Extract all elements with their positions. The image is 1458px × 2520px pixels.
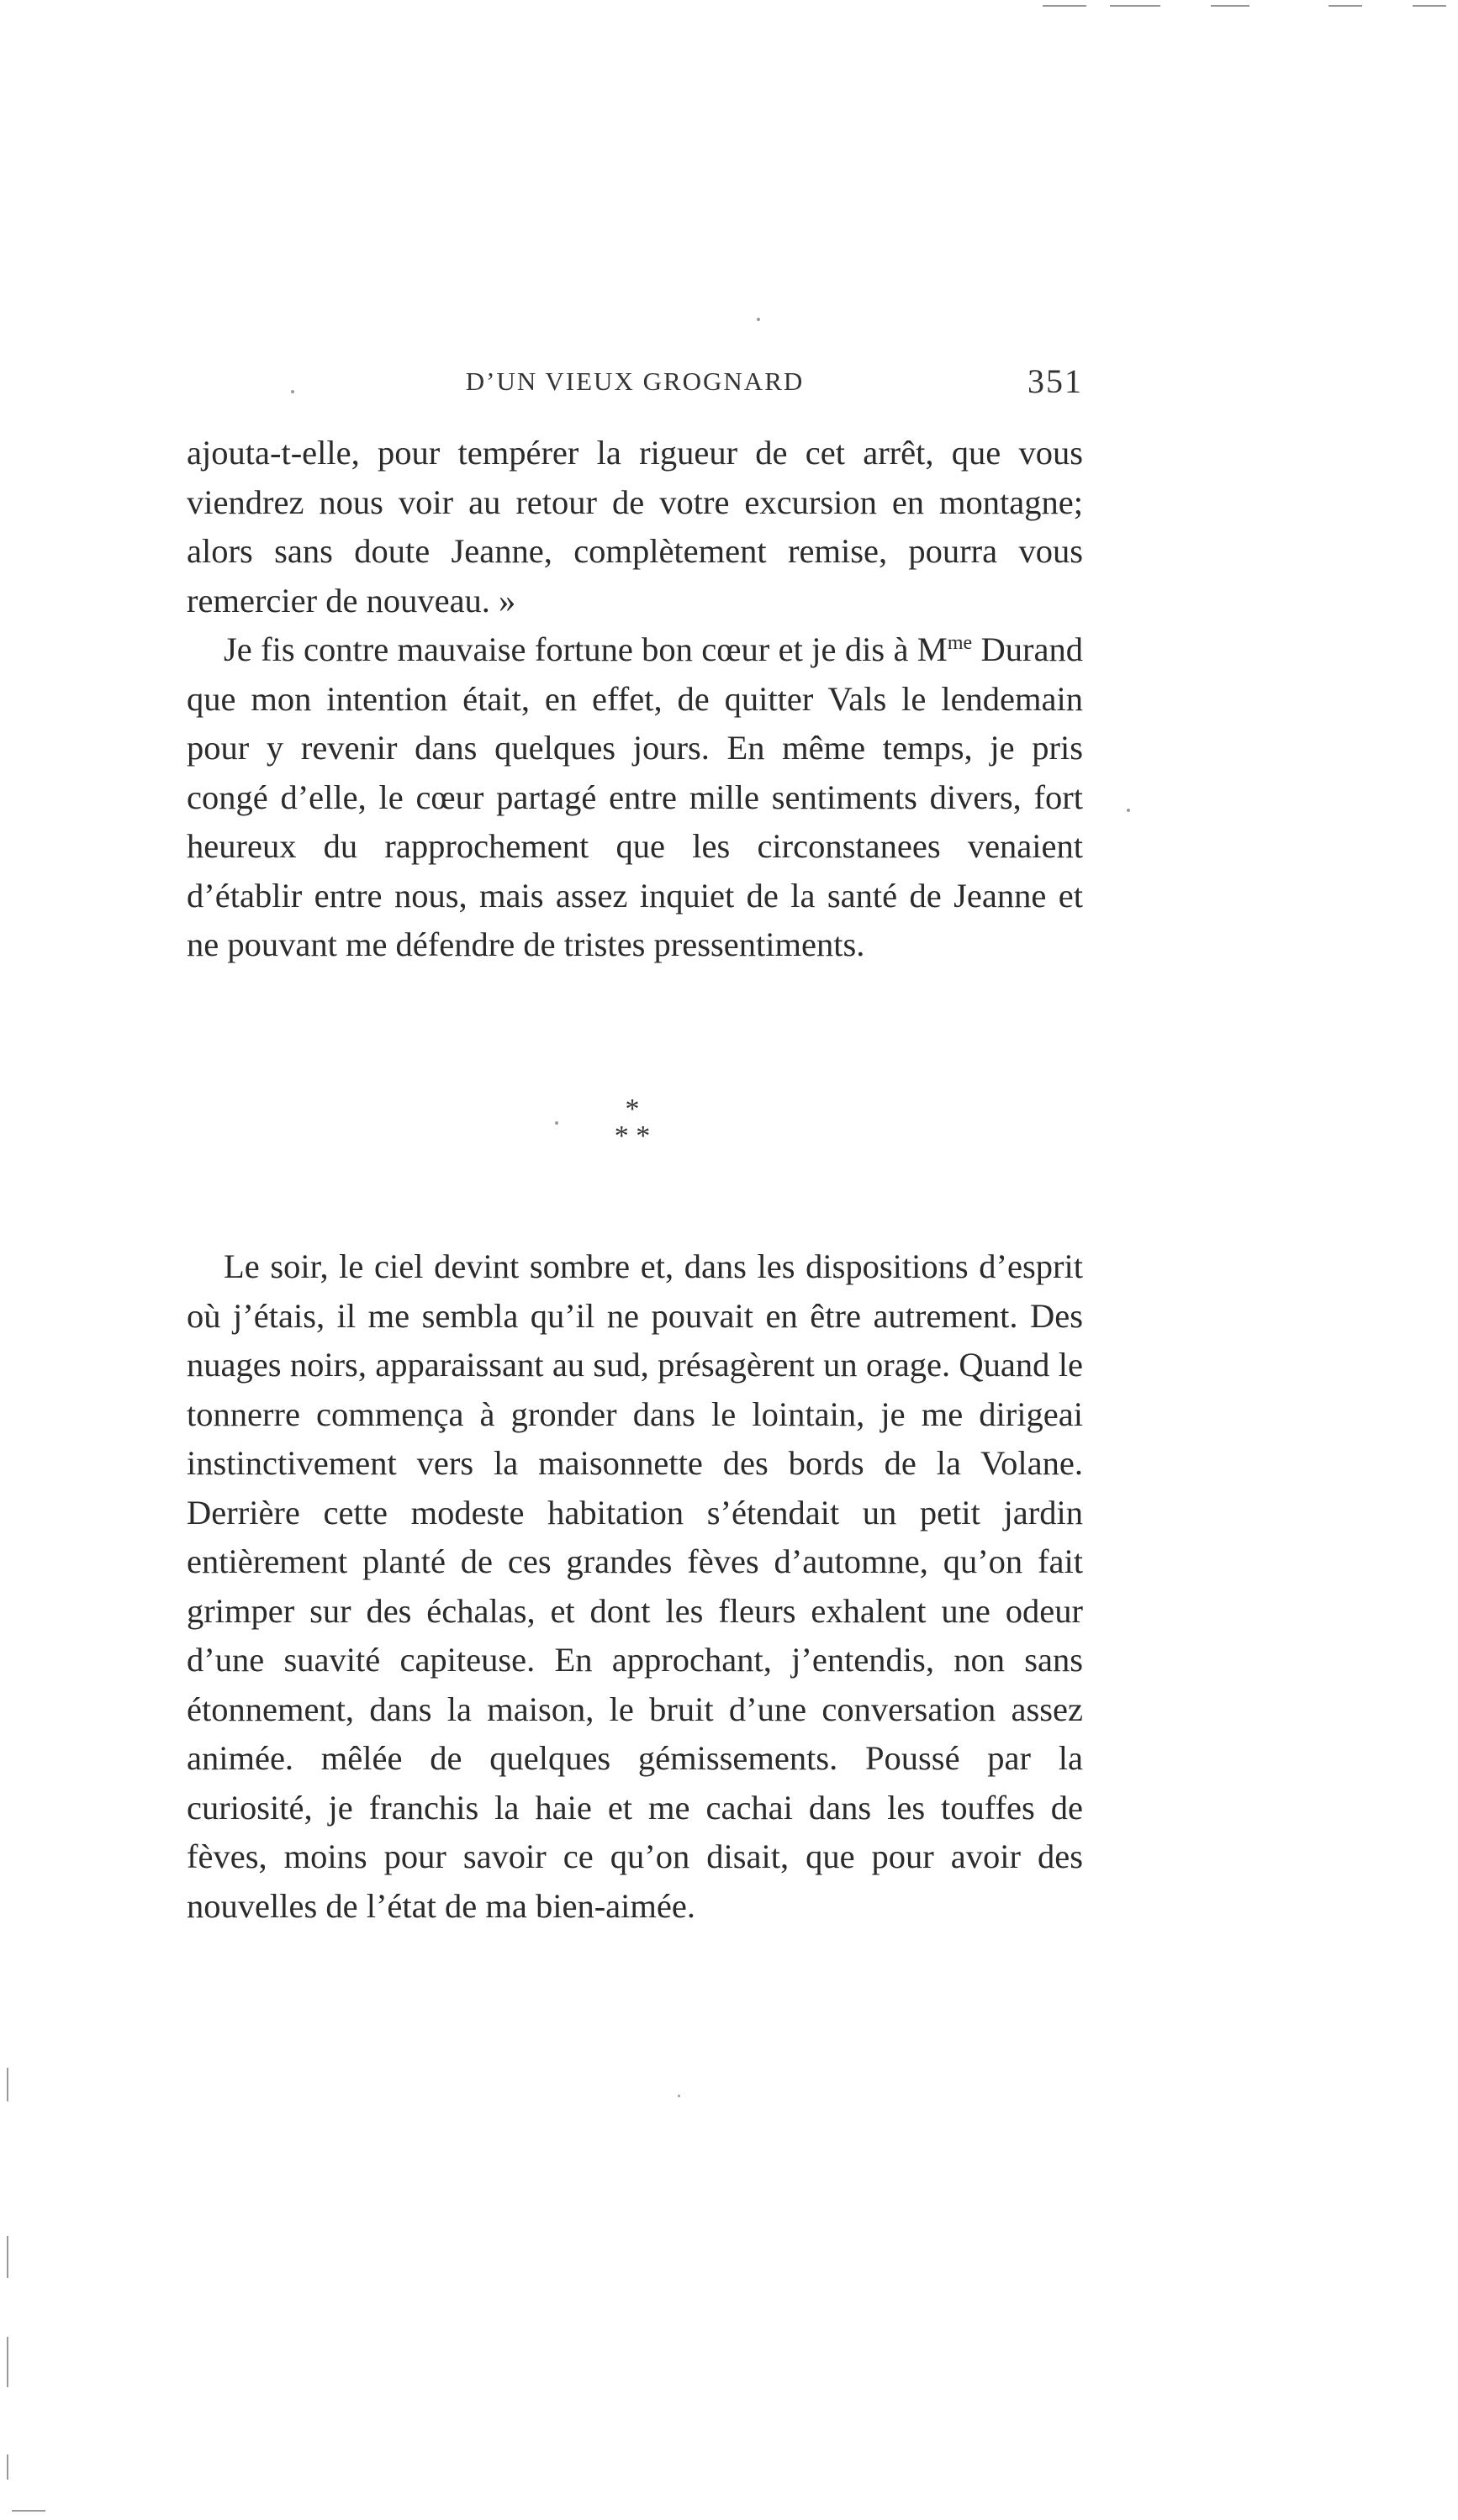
paragraph-continuation: ajouta-t-elle, pour tempérer la rigueur de cet arrêt, que vous viendrez nous voir au retour de votre excursion en montagne; alors sans doute Jeanne, complètement remise, pourra vous remercier de nouveau. » (187, 434, 1083, 619)
scan-dot (555, 1121, 558, 1125)
paragraph-farewell-rest: Durand que mon intention était, en effet, de quitter Vals le lendemain pour y revenir dans quelques jours. En même temps, je pris congé d’elle, le cœur partagé entre mille sentiments divers, fort heureux du rapprochement que les circonstanees venaient d’établir entre nous, mais assez inquiet de la santé de Jeanne et ne pouvant me défendre de tristes pressentiments. (187, 630, 1083, 963)
paragraph-farewell-start: Je fis contre mauvaise fortune bon cœur et je dis à M (224, 630, 948, 668)
scan-dot (757, 318, 760, 321)
scan-dot (678, 2095, 680, 2097)
scan-edge-mark (7, 2068, 8, 2101)
scan-dot (1127, 809, 1130, 812)
asterism-top-star: * (625, 1094, 640, 1125)
scan-edge-mark (1329, 5, 1362, 7)
text-block-upper (187, 429, 1083, 970)
running-head (187, 362, 1083, 409)
paragraph-farewell (187, 625, 1083, 970)
paragraph-evening-storm: Le soir, le ciel devint sombre et, dans les dispositions d’esprit où j’étais, il me sembla qu’il ne pouvait en être autrement. Des nuages noirs, apparaissant au sud, présagèrent un orage. Quand le tonnerre commença à gronder dans le lointain, je me dirigeai instinctivement vers la maisonnette des bords de la Volane. Derrière cette modeste habitation s’étendait un petit jardin entièrement planté de ces grandes fèves d’automne, qu’on fait grimper sur des échalas, et dont les fleurs exhalent une odeur d’une suavité capiteuse. En approchant, j’entendis, non sans étonnement, dans la maison, le bruit d’une conversation assez animée. mêlée de quelques gémissements. Poussé par la curiosité, je franchis la haie et me cachai dans les touffes de fèves, moins pour savoir ce qu’on disait, que pour avoir des nouvelles de l’état de ma bien-aimée. (187, 1247, 1083, 1925)
scan-edge-mark (1043, 5, 1086, 7)
scan-edge-mark (7, 2454, 8, 2480)
scan-edge-mark (1110, 5, 1160, 7)
asterism-bottom-stars: * * (614, 1120, 651, 1152)
scan-edge-mark (12, 2510, 45, 2512)
running-title: D’UN VIEUX GROGNARD (465, 366, 805, 396)
superscript-abbreviation: me (947, 632, 973, 654)
scan-dot (291, 390, 294, 393)
scan-edge-mark (7, 2236, 8, 2278)
scan-edge-mark (1211, 5, 1249, 7)
scan-edge-mark (7, 2337, 8, 2387)
section-break-asterism (594, 1096, 670, 1163)
page-number: 351 (1027, 362, 1083, 400)
scan-edge-mark (1413, 5, 1446, 7)
text-block-lower (187, 1242, 1083, 1931)
